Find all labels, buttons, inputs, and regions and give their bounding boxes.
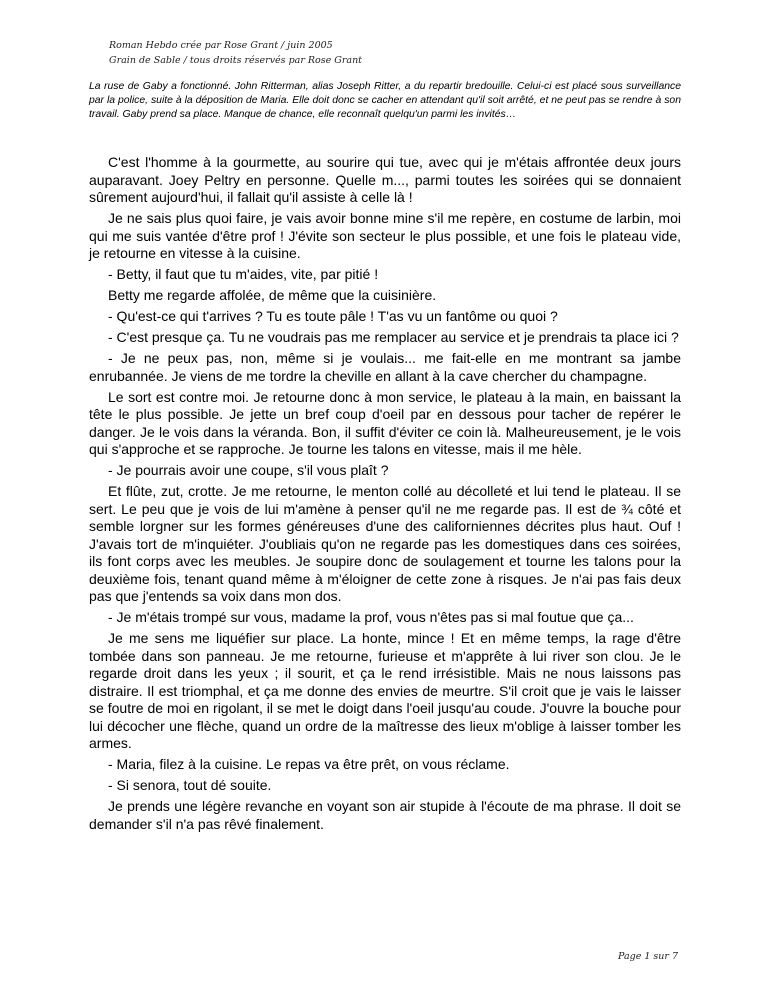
paragraph: - C'est presque ça. Tu ne voudrais pas me remplacer au service et je prendrais ta place ici ?: [108, 329, 679, 345]
paragraph: Je ne sais plus quoi faire, je vais avoir bonne mine s'il me repère, en costume de larbin, moi qui me suis vantée d'être prof ! J'évite son secteur le plus possible, et une fois le plateau vide, je retourne en vitesse à la cuisine.: [89, 210, 681, 261]
page-header: [109, 38, 362, 68]
paragraph: C'est l'homme à la gourmette, au sourire qui tue, avec qui je m'étais affrontée deux jours auparavant. Joey Peltry en personne. Quelle m..., parmi toutes les soirées qui se donnaient sûrement aujourd'hui, il fallait qu'il assiste à celle là !: [89, 154, 681, 205]
paragraph: - Betty, il faut que tu m'aides, vite, par pitié !: [108, 266, 379, 282]
intro-summary: La ruse de Gaby a fonctionné. John Ritterman, alias Joseph Ritter, a du repartir bredouille. Celui-ci est placé sous surveillance par la police, suite à la déposition de Maria. Elle doit donc se cacher en attendant qu'il soit arrêté, et ne peut pas se rendre à son travail. Gaby prend sa place. Manque de chance, elle reconnaît quelqu'un parmi les invités…: [89, 81, 681, 120]
paragraph: - Qu'est-ce qui t'arrives ? Tu es toute pâle ! T'as vu un fantôme ou quoi ?: [108, 308, 558, 324]
paragraph: - Je ne peux pas, non, même si je voulais... me fait-elle en me montrant sa jambe enrubannée. Je viens de me tordre la cheville en allant à la cave chercher du champagne.: [89, 350, 681, 384]
paragraph: - Je pourrais avoir une coupe, s'il vous plaît ?: [108, 462, 389, 478]
header-line-1: Roman Hebdo crée par Rose Grant / juin 2005: [109, 40, 333, 51]
paragraph: Le sort est contre moi. Je retourne donc à mon service, le plateau à la main, en baissant la tête le plus possible. Je jette un bref coup d'oeil par en dessous pour tacher de repérer le danger. Je le vois dans la véranda. Bon, il suffit d'éviter ce coin là. Malheureusement, je le vois qui s'approche et se rapproche. Je tourne les talons en vitesse, mais il me hèle.: [89, 388, 681, 457]
page-number: Page 1 sur 7: [617, 951, 678, 962]
header-line-2: Grain de Sable / tous droits réservés par Rose Grant: [109, 55, 363, 66]
paragraph: Je me sens me liquéfier sur place. La honte, mince ! Et en même temps, la rage d'être tombée dans son panneau. Je me retourne, furieuse et m'apprête à lui river son clou. Je le regarde droit dans les yeux ; il sourit, et ça le rend irrésistible. Mais ne nous laissons pas distraire. Il est triomphal, et ça me donne des envies de meurtre. S'il croit que je vais le laisser se foutre de moi en rigolant, il se met le doigt dans l'oeil jusqu'au coude. J'ouvre la bouche pour lui décocher une flèche, quand un ordre de la maîtresse des lieux m'oblige à laisser tomber les armes.: [89, 630, 681, 751]
paragraph: Je prends une légère revanche en voyant son air stupide à l'écoute de ma phrase. Il doit se demander s'il n'a pas rêvé finalement.: [89, 798, 681, 832]
paragraph: - Si senora, tout dé souite.: [108, 777, 272, 793]
paragraph: - Maria, filez à la cuisine. Le repas va être prêt, on vous réclame.: [108, 756, 510, 772]
paragraph: Betty me regarde affolée, de même que la cuisinière.: [108, 287, 437, 303]
paragraph: Et flûte, zut, crotte. Je me retourne, le menton collé au décolleté et lui tend le plateau. Il se sert. Le peu que je vois de lui m'amène à penser qu'il ne me regarde pas. Il est de ¾ côté et semble lorgner sur les formes généreuses d'une des californiennes décrites plus haut. Ouf ! J'avais tort de m'inquiéter. J'oubliais qu'on ne regarde pas les domestiques dans ces soirées, ils font corps avec les meubles. Je soupire donc de soulagement et tourne les talons pour la deuxième fois, tenant quand même à m'éloigner de cette zone à risques. Je n'ai pas fais deux pas que j'entends sa voix dans mon dos.: [89, 483, 681, 604]
paragraph: - Je m'étais trompé sur vous, madame la prof, vous n'êtes pas si mal foutue que ça...: [108, 609, 634, 625]
story-body: [89, 154, 681, 837]
